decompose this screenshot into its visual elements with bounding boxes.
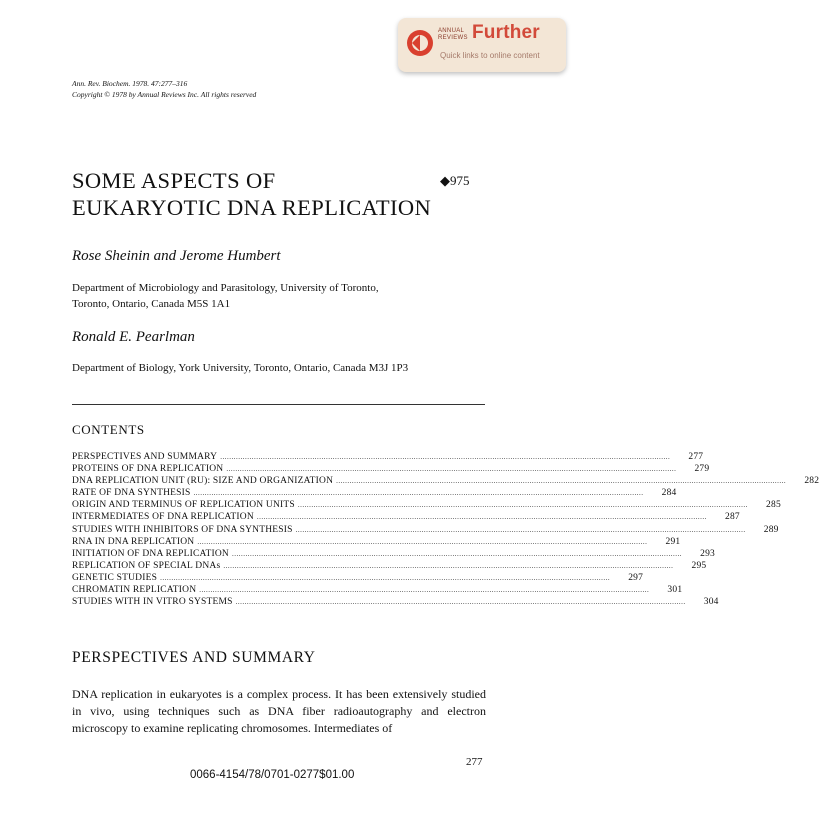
toc-entry-title: ORIGIN AND TERMINUS OF REPLICATION UNITS [72,500,295,511]
toc-entry [72,548,715,561]
badge-subtitle: Quick links to online content [440,51,540,60]
toc-entry-title: STUDIES WITH IN VITRO SYSTEMS [72,597,233,608]
toc-entry-page: 287 [725,512,740,523]
body-paragraph: DNA replication in eukaryotes is a complex process. It has been extensively studied in vivo, using techniques such as DNA fiber radioautography and electron microscopy to examine replicating chromosomes. Intermediates of [72,687,486,735]
badge-reviews: REVIEWS [438,35,468,41]
toc-leader-dots: ........................................................................................................................................................................................................ [199,586,650,595]
toc-entry-page: 285 [766,500,781,511]
toc-entry-title: DNA REPLICATION UNIT (RU): SIZE AND ORGANIZATION [72,476,334,487]
section-heading: PERSPECTIVES AND SUMMARY [72,649,316,666]
toc-leader-dots: ........................................................................................................................................................................................................ [226,465,677,474]
copyright-line: Copyright © 1978 by Annual Reviews Inc. All rights reserved [72,90,257,99]
toc-leader-dots: ........................................................................................................................................................................................................ [336,477,787,486]
toc-entry-page: 277 [688,452,704,462]
article-title [72,167,431,221]
toc-entry-title: INITIATION OF DNA REPLICATION [72,548,229,559]
toc-leader-dots: ........................................................................................................................................................................................................ [223,561,674,570]
toc-entry [72,536,681,549]
toc-entry-title: REPLICATION OF SPECIAL DNAs [72,560,221,571]
toc-leader-dots: ........................................................................................................................................................................................................ [160,573,611,582]
toc-entry [72,500,781,512]
toc-entry-title: PERSPECTIVES AND SUMMARY [72,452,218,462]
toc-leader-dots: ........................................................................................................................................................................................................ [235,598,686,607]
toc-entry-page: 304 [703,597,719,608]
toc-entry [72,597,719,609]
toc-entry [72,524,779,537]
toc-entry-title: CHROMATIN REPLICATION [72,585,197,596]
toc-leader-dots: ........................................................................................................................................................................................................ [193,489,644,498]
title-line-2: EUKARYOTIC DNA REPLICATION [72,195,432,220]
toc-leader-dots: ........................................................................................................................................................................................................ [197,537,648,546]
journal-citation: Ann. Rev. Biochem. 1978. 47:277–316 [72,79,188,88]
toc-entry-title: GENETIC STUDIES [72,572,158,583]
toc-leader-dots: ........................................................................................................................................................................................................ [232,549,682,558]
toc-entry-title: PROTEINS OF DNA REPLICATION [72,464,224,475]
badge-further-label: Further [472,22,540,43]
toc-entry-page: 293 [700,548,715,559]
affiliation-1-line-2: Toronto, Ontario, Canada M5S 1A1 [72,298,231,310]
toc-leader-dots: ........................................................................................................................................................................................................ [295,525,746,534]
title-line-1: SOME ASPECTS OF [72,168,276,193]
toc-entry [72,572,644,585]
toc-entry-title: INTERMEDIATES OF DNA REPLICATION [72,512,254,523]
toc-entry-page: 291 [665,536,681,547]
annual-reviews-logo-icon [406,29,434,57]
badge-annual-reviews-text [438,28,468,42]
authors-group-2: Ronald E. Pearlman [72,329,195,345]
toc-leader-dots: ........................................................................................................................................................................................................ [220,453,671,461]
table-of-contents [72,452,819,609]
badge-annual: ANNUAL [438,28,465,34]
toc-entry [72,560,707,573]
annual-reviews-further-badge[interactable] [398,18,566,72]
toc-entry [72,464,710,476]
contents-heading: CONTENTS [72,422,145,437]
toc-entry-title: RATE OF DNA SYNTHESIS [72,488,191,499]
journal-header [72,78,256,100]
toc-entry-page: 301 [667,585,683,596]
separator-rule [72,404,485,405]
toc-leader-dots: ........................................................................................................................................................................................................ [256,513,707,522]
toc-entry-title: RNA IN DNA REPLICATION [72,536,195,547]
authors-group-1: Rose Sheinin and Jerome Humbert [72,248,281,264]
article-identifier: 0066-4154/78/0701-0277$01.00 [190,769,355,781]
affiliation-2: Department of Biology, York University, Toronto, Ontario, Canada M3J 1P3 [72,362,409,374]
toc-entry-page: 297 [628,572,644,583]
toc-entry-page: 282 [804,476,819,487]
affiliation-1 [72,280,379,312]
toc-entry [72,488,677,500]
toc-entry-page: 295 [691,560,707,571]
toc-entry-page: 284 [661,488,677,499]
toc-entry-page: 289 [763,524,779,535]
affiliation-1-line-1: Department of Microbiology and Parasitology, University of Toronto, [72,282,379,294]
article-code: ◆975 [440,173,470,188]
toc-entry [72,585,683,597]
toc-leader-dots: ........................................................................................................................................................................................................ [297,501,748,510]
toc-entry [72,476,819,488]
toc-entry [72,512,740,524]
page-number: 277 [466,756,483,768]
toc-entry-page: 279 [694,464,710,475]
toc-entry [72,452,704,464]
toc-entry-title: STUDIES WITH INHIBITORS OF DNA SYNTHESIS [72,524,293,535]
